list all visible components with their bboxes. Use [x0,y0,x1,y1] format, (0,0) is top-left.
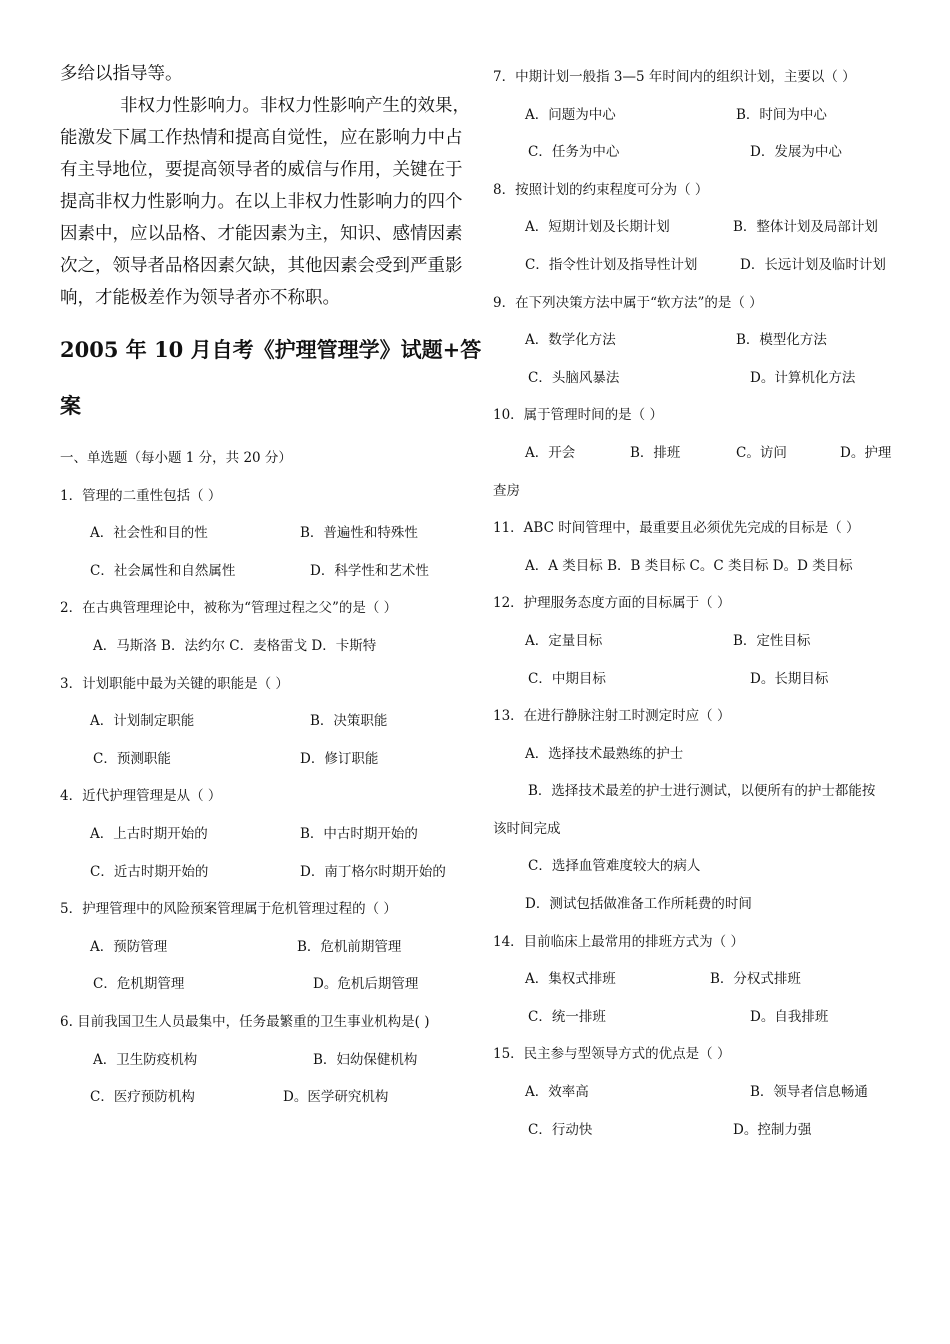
option-b-continued: 该时间完成 [493,820,561,837]
option-row [493,247,903,285]
option-row [493,1074,903,1112]
option-c: C．头脑风暴法 [528,369,620,386]
question-4: 4．近代护理管理是从（ ） [60,788,222,805]
option-row [493,886,903,924]
option-d: D．修订职能 [300,750,379,767]
option-row [60,1042,465,1080]
intro-paragraph-line: 响，才能极差作为领导者亦不称职。 [60,288,340,308]
intro-paragraph-line: 非权力性影响力。非权力性影响产生的效果， [120,96,470,116]
option-b: B．危机前期管理 [297,938,402,955]
question-13: 13．在进行静脉注射工时测定时应（ ） [493,708,731,725]
option-a: A．上古时期开始的 [90,825,208,842]
option-row [493,360,903,398]
option-row [493,773,903,811]
question-5: 5．护理管理中的风险预案管理属于危机管理过程的（ ） [60,901,397,918]
option-c: C．统一排班 [528,1008,606,1025]
option-d: D。危机后期管理 [313,976,419,993]
option-row [493,623,903,661]
question-3: 3．计划职能中最为关键的职能是（ ） [60,675,289,692]
option-row [60,1079,465,1117]
right-column [493,0,903,1149]
question-9: 9．在下列决策方法中属于“软方法”的是（ ） [493,294,763,311]
option-row [493,1112,903,1150]
option-b: B．中古时期开始的 [300,825,418,842]
option-a: A．选择技术最熟练的护士 [525,745,684,762]
question-12: 12．护理服务态度方面的目标属于（ ） [493,595,731,612]
option-row [493,548,903,586]
option-a: A．预防管理 [90,938,168,955]
option-b: B．时间为中心 [736,106,827,123]
option-row [60,741,465,779]
option-b: B．普遍性和特殊性 [300,525,418,542]
option-row [493,134,903,172]
option-d: D。自我排班 [750,1008,829,1025]
option-c: C．近古时期开始的 [90,863,209,880]
options-inline: A．A 类目标 B．B 类目标 C。C 类目标 D。D 类目标 [525,557,853,574]
option-d: D．测试包括做准备工作所耗费的时间 [525,896,752,913]
question-14: 14．目前临床上最常用的排班方式为（ ） [493,933,744,950]
option-d-continued: 查房 [493,482,520,499]
option-d: D。长期目标 [750,670,829,687]
question-2: 2．在古典管理理论中，被称为“管理过程之父”的是（ ） [60,600,398,617]
option-d: D．发展为中心 [750,144,842,161]
option-row [60,966,465,1004]
option-d: D．长远计划及临时计划 [740,256,886,273]
option-b: B．领导者信息畅通 [750,1084,868,1101]
option-a: A．效率高 [525,1084,589,1101]
option-row [60,628,465,666]
option-b: B．分权式排班 [710,971,801,988]
option-c: C。访问 [736,444,787,461]
option-d: D．南丁格尔时期开始的 [300,863,446,880]
option-row [60,515,465,553]
option-row [493,736,903,774]
option-b: B．妇幼保健机构 [313,1051,418,1068]
intro-paragraph-line: 有主导地位，要提高领导者的威信与作用，关键在于 [60,160,463,180]
option-row [493,97,903,135]
option-c: C．选择血管难度较大的病人 [528,858,701,875]
question-1: 1．管理的二重性包括（ ） [60,487,222,504]
intro-paragraph-line: 能激发下属工作热情和提高自觉性，应在影响力中占 [60,128,463,148]
option-d: D。控制力强 [733,1121,812,1138]
option-c: C．指令性计划及指导性计划 [525,256,698,273]
option-c: C．中期目标 [528,670,606,687]
option-b: B．定性目标 [733,632,811,649]
option-c: C．医疗预防机构 [90,1089,195,1106]
question-15: 15．民主参与型领导方式的优点是（ ） [493,1046,731,1063]
option-a: A．集权式排班 [525,971,616,988]
option-a: A．卫生防疫机构 [93,1051,198,1068]
option-row [493,209,903,247]
option-a: A．定量目标 [525,632,603,649]
option-row [60,553,465,591]
option-row [493,999,903,1037]
option-b: B．排班 [630,444,681,461]
option-b: B．模型化方法 [736,332,827,349]
exam-title-continued: 案 [60,393,81,418]
option-c: C．行动快 [528,1121,593,1138]
question-11: 11．ABC 时间管理中，最重要且必须优先完成的目标是（ ） [493,520,860,537]
option-row [60,929,465,967]
option-b: B．整体计划及局部计划 [733,219,878,236]
intro-paragraph-line: 因素中，应以品格、才能因素为主，知识、感情因素 [60,224,463,244]
option-row [493,322,903,360]
left-column [60,0,482,1117]
question-10: 10．属于管理时间的是（ ） [493,407,663,424]
option-a: A．数学化方法 [525,332,616,349]
option-a: A．计划制定职能 [90,713,195,730]
option-a: A．短期计划及长期计划 [525,219,670,236]
option-d: D。护理 [840,444,892,461]
exam-title: 2005 年 10 月自考《护理管理学》试题+答 [60,337,482,362]
intro-paragraph-line: 次之，领导者品格因素欠缺，其他因素会受到严重影 [60,256,463,276]
intro-line: 多给以指导等。 [60,64,183,84]
option-d: D。医学研究机构 [283,1089,389,1106]
option-c: C．预测职能 [93,750,171,767]
option-row [60,703,465,741]
section-heading: 一、单选题（每小题 1 分，共 20 分） [60,450,292,466]
option-c: C．任务为中心 [528,144,620,161]
option-c: C．社会属性和自然属性 [90,562,236,579]
option-c: C．危机期管理 [93,976,185,993]
option-b: B．决策职能 [310,713,388,730]
option-a: A．开会 [525,444,576,461]
option-b: B．选择技术最差的护士进行测试，以便所有的护士都能按 [528,783,876,800]
option-row [493,661,903,699]
option-row [60,854,465,892]
intro-paragraph-line: 提高非权力性影响力。在以上非权力性影响力的四个 [60,192,463,212]
question-7: 7．中期计划一般指 3—5 年时间内的组织计划，主要以（ ） [493,69,856,85]
option-row [493,435,903,473]
option-row [493,848,903,886]
option-a: A．社会性和目的性 [90,525,208,542]
options-inline: A．马斯洛 B．法约尔 C．麦格雷戈 D．卡斯特 [93,637,377,654]
question-6: 6. 目前我国卫生人员最集中，任务最繁重的卫生事业机构是( ) [60,1013,430,1030]
option-row [493,961,903,999]
option-row [60,816,465,854]
option-a: A．问题为中心 [525,106,616,123]
option-d: D．科学性和艺术性 [310,562,429,579]
question-8: 8．按照计划的约束程度可分为（ ） [493,181,709,198]
option-d: D。计算机化方法 [750,369,856,386]
